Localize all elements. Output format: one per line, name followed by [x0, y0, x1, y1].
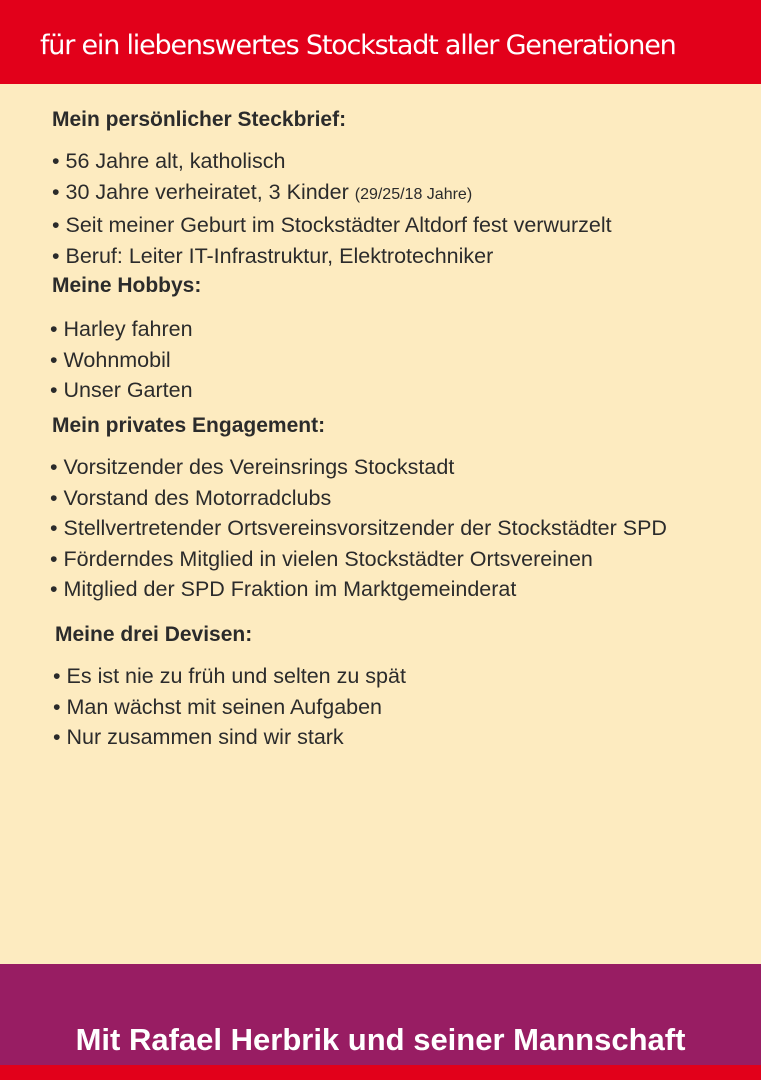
list-item: • Man wächst mit seinen Aufgaben [53, 694, 383, 719]
section-title: Meine Hobbys: [52, 274, 202, 297]
list-item [52, 177, 761, 211]
list-item: • Vorsitzender des Vereinsrings Stockstadt [50, 455, 455, 479]
bottom-banner [0, 964, 761, 1080]
section-title: Mein persönlicher Steckbrief: [52, 108, 347, 131]
section-title: Meine drei Devisen: [55, 623, 253, 646]
bullet-list [0, 661, 761, 753]
list-item: • Förderndes Mitglied in vielen Stockstädter Ortsvereinen [50, 546, 593, 571]
footer-text: Mit Rafael Herbrik und seiner Mannschaft [75, 1022, 686, 1057]
bullet-list [0, 146, 761, 271]
list-item: • Es ist nie zu früh und selten zu spät [53, 664, 406, 688]
section-title: Mein privates Engagement: [52, 414, 326, 437]
bottom-stripe [0, 1065, 761, 1080]
list-item: • Stellvertretender Ortsvereinsvorsitzender der Stockstädter SPD [50, 516, 667, 540]
list-item: • Seit meiner Geburt im Stockstädter Altdorf fest verwurzelt [52, 213, 612, 237]
bullet-list [0, 452, 761, 605]
section-devisen [0, 623, 761, 753]
slogan: für ein liebenswertes Stockstadt aller Generationen [40, 30, 676, 61]
list-item: • Beruf: Leiter IT-Infrastruktur, Elektrotechniker [52, 243, 494, 268]
list-item: • Mitglied der SPD Fraktion im Marktgemeinderat [50, 577, 517, 601]
section-hobbys [0, 274, 761, 406]
list-item: • Vorstand des Motorradclubs [50, 485, 332, 510]
list-item-text: • 30 Jahre verheiratet, 3 Kinder [52, 179, 349, 204]
list-item: • Nur zusammen sind wir stark [53, 725, 344, 749]
bullet-list [0, 314, 761, 406]
section-steckbrief [0, 108, 761, 271]
children-ages: (29/25/18 Jahre) [354, 185, 473, 203]
list-item: • 56 Jahre alt, katholisch [52, 149, 286, 173]
list-item: • Unser Garten [50, 378, 193, 402]
section-engagement [0, 414, 761, 605]
list-item: • Harley fahren [50, 317, 193, 341]
list-item: • Wohnmobil [50, 347, 171, 372]
top-banner [0, 0, 761, 84]
